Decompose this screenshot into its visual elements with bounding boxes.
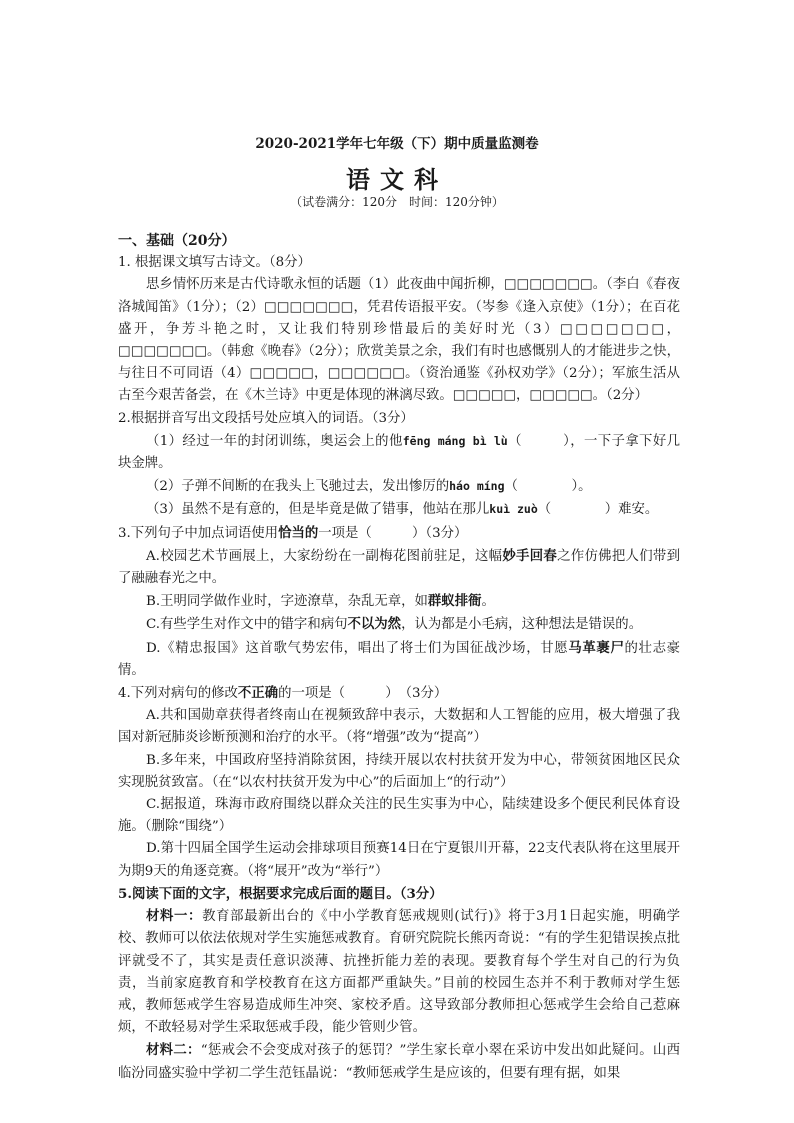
option-text: ，认为都是小毛病，这种想法是错误的。 <box>401 617 643 633</box>
answer-blank: （ ）。 <box>504 479 592 495</box>
question-2-item <box>118 475 680 498</box>
question-5-stem: 5.阅读下面的文字，根据要求完成后面的题目。（3分） <box>118 885 443 902</box>
question-3-option-b <box>118 590 680 613</box>
question-1-stem: 1. 根据课文填写古诗文。（8分） <box>118 255 311 271</box>
question-2-stem: 2.根据拼音写出文段括号处应填入的词语。（3分） <box>118 410 414 426</box>
option-emphasis: 妙手回春 <box>502 547 558 564</box>
question-4-option-c: C.据报道，珠海市政府围绕以群众关注的民生实事为中心，陆续建设多个便民利民体育设施。（删除“围绕”） <box>118 797 680 835</box>
material-2 <box>118 1039 680 1084</box>
question-4-option-d: D.第十四届全国学生运动会排球项目预赛14日在宁夏银川开幕，22支代表队将在这里展开为期9天的角逐竞赛。（将“展开”改为“举行”） <box>118 841 680 879</box>
stem-text: 的一项是（ ） （3分） <box>278 686 448 702</box>
material-text: “惩戒会不会变成对孩子的惩罚？”学生家长章小翠在采访中发出如此疑问。山西临汾同盛实验中学初二学生范钰晶说：“教师惩戒学生是应该的，但要有理有据，如果 <box>118 1043 680 1081</box>
exam-title: 2020-2021学年七年级（下）期中质量监测卷 <box>255 136 539 152</box>
question-4-option-a: A.共和国勋章获得者终南山在视频致辞中表示，大数据和人工智能的应用，极大增强了我国对新冠肺炎诊断预测和治疗的水平。（将“增强”改为“提高”） <box>118 708 680 746</box>
question-4-option-b: B.多年来，中国政府坚持消除贫困，持续开展以农村扶贫开发为中心，带领贫困地区民众实现脱贫致富。（在“以农村扶贫开发为中心”的后面加上“的行动”） <box>118 752 680 790</box>
option-text: 之作仿佛把人们带到了融融春光之中。 <box>118 548 681 587</box>
pinyin: háo míng <box>449 479 505 494</box>
option-emphasis: 不以为然 <box>347 616 402 633</box>
material-1 <box>118 905 680 1039</box>
material-text: 教育部最新出台的《中小学教育惩戒规则(试行)》将于3月1日起实施，明确学校、教师可以依法依规对学生实施惩戒教育。育研究院院长熊丙奇说：“有的学生犯错误挨点批评就受不了，其实是责任意识淡薄、抗挫折能力差的表现。要教育每个学生对自己的行为负责，当前家庭教育和学校教育在这方面都严重缺失。”目前的校园生态并不利于教师对学生惩戒，教师惩戒学生容易造成师生冲突、家校矛盾。这导致部分教师担心惩戒学生会给自己惹麻烦，不敢轻易对学生采取惩戒手段，能少管则少管。 <box>118 909 680 1036</box>
exam-body <box>118 230 680 1085</box>
stem-text: 4.下列对病句的修改 <box>118 686 238 702</box>
question-3-stem <box>118 522 680 545</box>
answer-blank: （ ）难安。 <box>537 502 659 518</box>
stem-text: 3.下列句子中加点词语使用 <box>118 525 279 541</box>
question-1-text: 思乡情怀历来是古代诗歌永恒的话题（1）此夜曲中闻折柳，□□□□□□□。（李白《春夜洛城闻笛》（1分）；（2）□□□□□□□，凭君传语报平安。（岑参《逢入京使》（1分）；在百花盛开，争芳斗艳之时，又让我们特别珍惜最后的美好时光（3）□□□□□□□，□□□□□□□。（韩愈《晚春》（2分）；欣赏美景之余，我们有时也感慨别人的才能进步之快，与往日不可同语（4）□□□□□，□□□□□□。（资治通鉴《孙权劝学》（2分）；军旅生活从古至今艰苦备尝，在《木兰诗》中更是体现的淋漓尽致。□□□□□，□□□□□。（2分） <box>118 277 680 404</box>
subject-title: 语文科 <box>346 165 448 194</box>
item-text: （3）虽然不是有意的，但是毕竟是做了错事，他站在那儿 <box>146 502 490 518</box>
answer-blank: （ ），一下子拿下好几块金牌。 <box>118 433 680 472</box>
item-text: （2）子弹不间断的在我头上飞驰过去，发出惨厉的 <box>146 479 450 495</box>
question-2-item <box>118 498 680 521</box>
question-3-option-a <box>118 545 680 590</box>
exam-meta: （试卷满分：120分 时间：120分钟） <box>290 195 504 209</box>
option-text: B.王明同学做作业时，字迹潦草，杂乱无章，如 <box>146 594 428 610</box>
material-label: 材料一： <box>146 908 203 925</box>
option-text: A.校园艺术节画展上，大家纷纷在一副梅花图前驻足，这幅 <box>146 548 503 564</box>
question-3-option-c <box>118 613 680 636</box>
option-emphasis: 马革裹尸 <box>568 639 625 656</box>
stem-text: 一项是（ ）（3分） <box>318 525 468 541</box>
material-label: 材料二： <box>146 1042 201 1059</box>
stem-emphasis: 恰当的 <box>278 524 319 541</box>
pinyin: fēng máng bì lù <box>402 433 508 448</box>
option-text: 的壮志豪情。 <box>118 640 681 678</box>
question-3-option-d <box>118 637 680 682</box>
item-text: （1）经过一年的封闭训练，奥运会上的他 <box>146 433 403 449</box>
option-emphasis: 群蚁排衙 <box>427 593 482 610</box>
question-2-item <box>118 430 680 475</box>
section-heading: 一、基础（20分） <box>118 233 236 249</box>
option-text: C.有些学生对作文中的错字和病句 <box>146 617 348 633</box>
pinyin: kuì zuò <box>489 502 538 517</box>
stem-emphasis: 不正确 <box>237 685 279 702</box>
option-text: D.《精忠报国》这首歌气势宏伟，唱出了将士们为国征战沙场，甘愿 <box>146 640 569 656</box>
question-4-stem <box>118 682 680 705</box>
option-text: 。 <box>481 594 495 610</box>
